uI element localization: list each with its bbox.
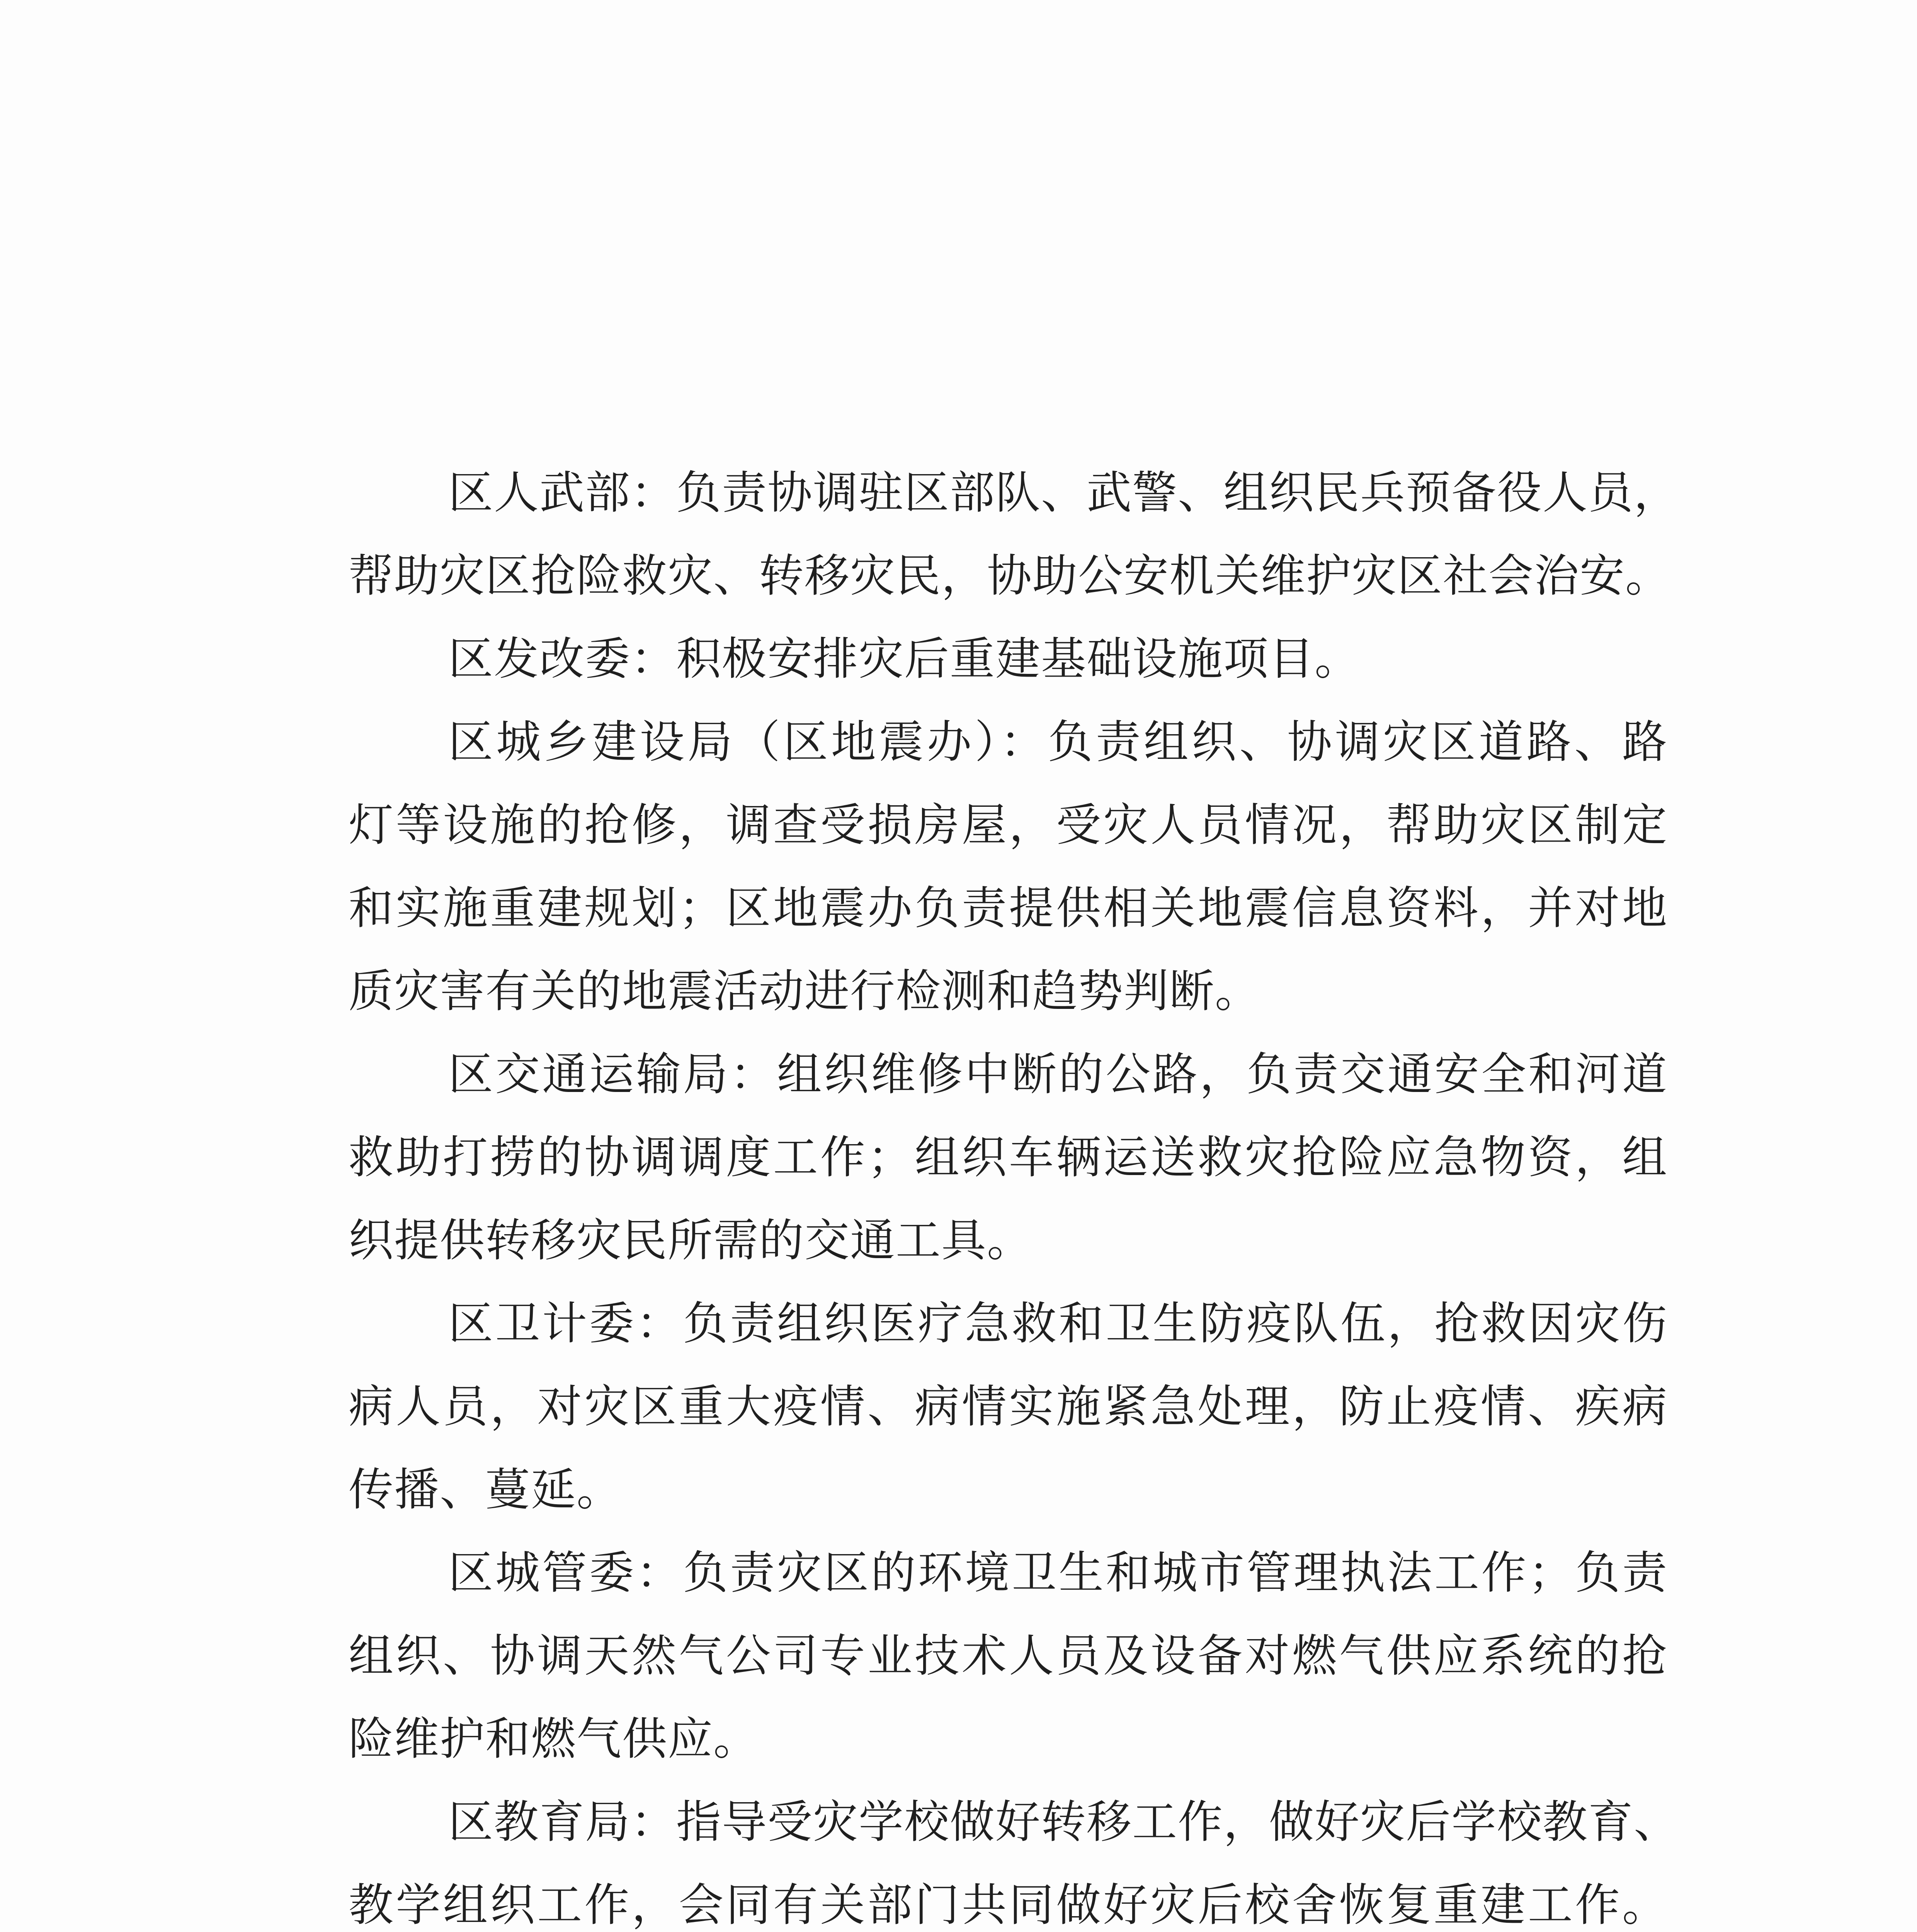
text-line: 织提供转移灾民所需的交通工具。 <box>349 1214 1032 1267</box>
text-line: 质灾害有关的地震活动进行检测和趋势判断。 <box>349 965 1260 1017</box>
text-line: 灯等设施的抢修，调查受损房屋，受灾人员情况，帮助灾区制定 <box>349 799 1668 851</box>
text-line: 区人武部：负责协调驻区部队、武警、组织民兵预备役人员， <box>448 467 1679 519</box>
paragraph-development-reform <box>349 617 1668 701</box>
text-line: 和实施重建规划；区地震办负责提供相关地震信息资料，并对地 <box>349 882 1668 934</box>
text-line: 险维护和燃气供应。 <box>349 1713 759 1765</box>
text-line: 组织、协调天然气公司专业技术人员及设备对燃气供应系统的抢 <box>349 1630 1668 1682</box>
text-line: 区教育局：指导受灾学校做好转移工作，做好灾后学校教育、 <box>448 1796 1679 1848</box>
text-line: 救助打捞的协调调度工作；组织车辆运送救灾抢险应急物资，组 <box>349 1131 1668 1184</box>
text-line: 区城管委：负责灾区的环境卫生和城市管理执法工作；负责 <box>448 1547 1668 1599</box>
text-line: 区交通运输局：组织维修中断的公路，负责交通安全和河道 <box>448 1048 1668 1100</box>
text-line: 区卫计委：负责组织医疗急救和卫生防疫队伍，抢救因灾伤 <box>448 1298 1668 1350</box>
text-line: 帮助灾区抢险救灾、转移灾民，协助公安机关维护灾区社会治安。 <box>349 550 1671 602</box>
paragraph-urban-rural-construction <box>349 701 1668 1033</box>
text-line: 区城乡建设局（区地震办）：负责组织、协调灾区道路、路 <box>448 716 1668 768</box>
text-line: 传播、蔓延。 <box>349 1464 622 1516</box>
paragraph-health-family-planning <box>349 1282 1668 1531</box>
document-body <box>349 451 1679 1932</box>
paragraph-education <box>349 1781 1679 1932</box>
paragraph-armed-forces-dept <box>349 451 1679 617</box>
paragraph-transport <box>349 1033 1668 1282</box>
text-line: 区发改委：积极安排灾后重建基础设施项目。 <box>448 633 1360 685</box>
paragraph-urban-management <box>349 1531 1668 1781</box>
text-line: 病人员，对灾区重大疫情、病情实施紧急处理，防止疫情、疾病 <box>349 1381 1668 1433</box>
text-line: 教学组织工作，会同有关部门共同做好灾后校舍恢复重建工作。 <box>349 1879 1668 1931</box>
